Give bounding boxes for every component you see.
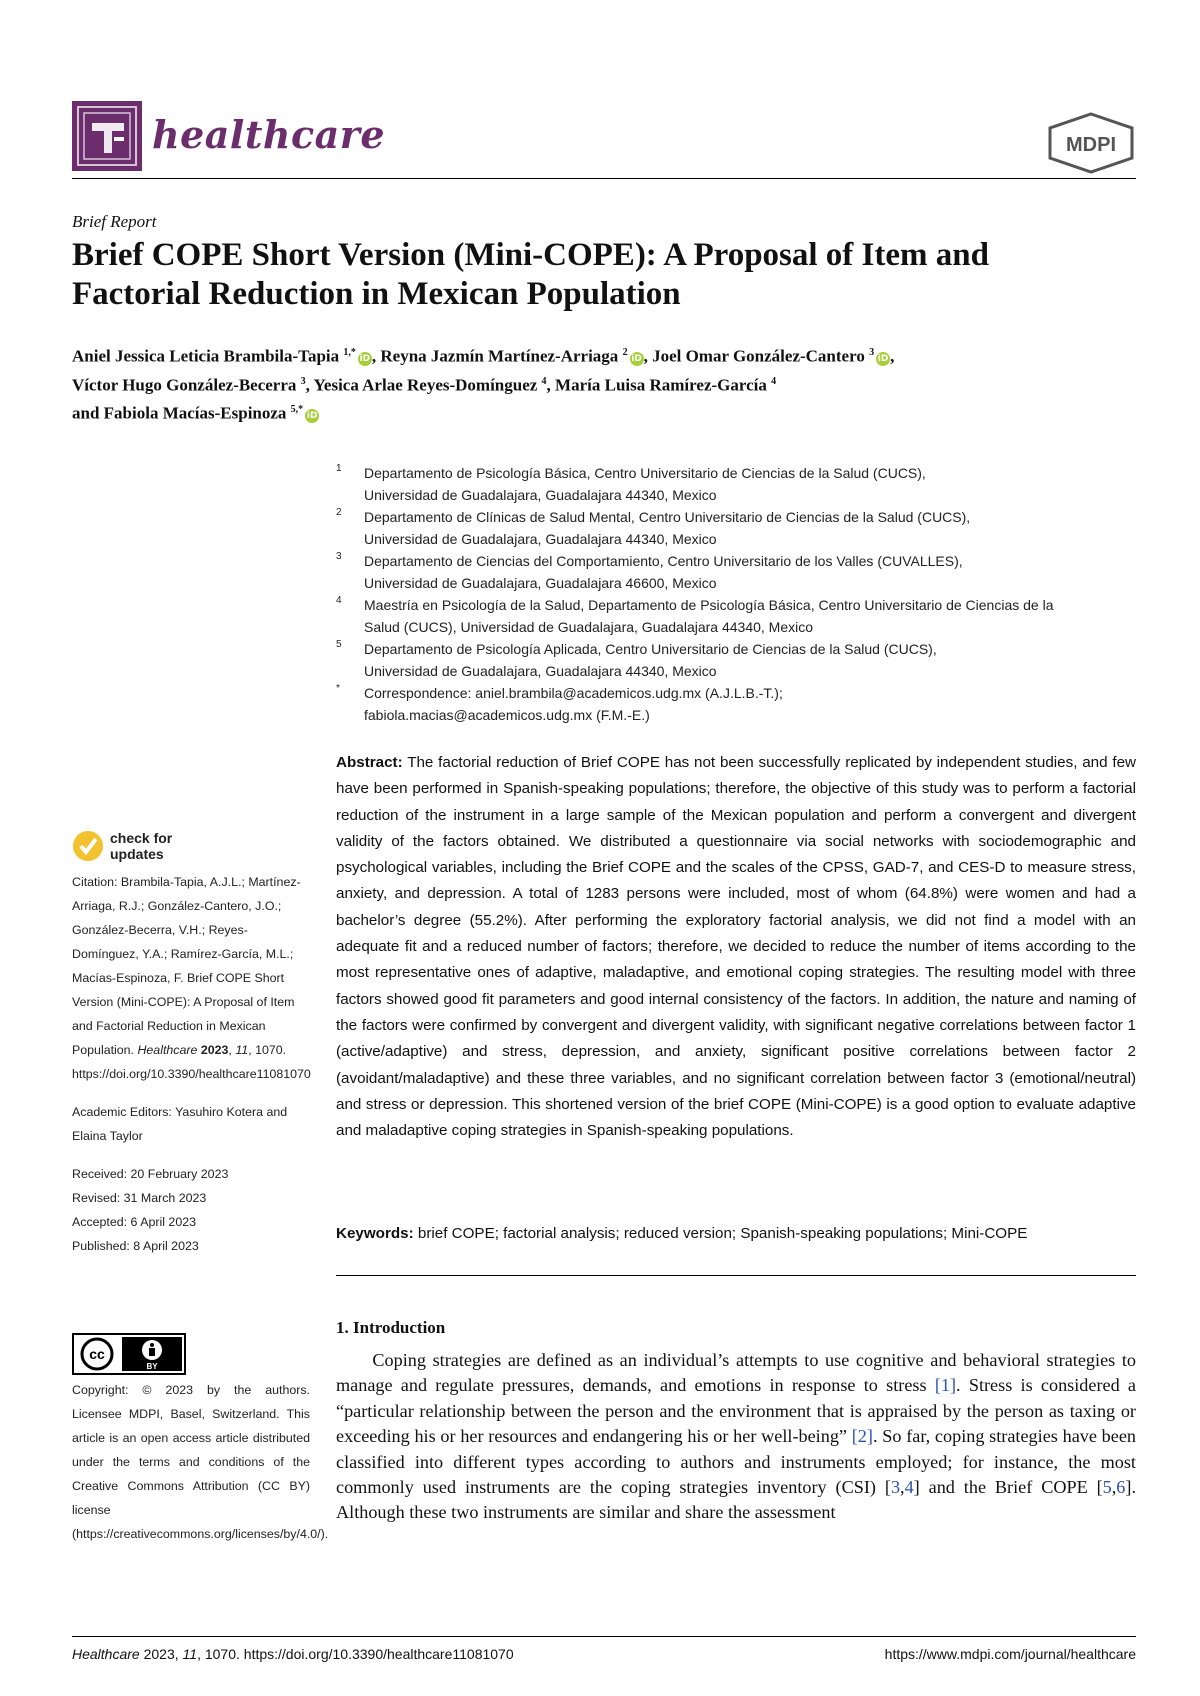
academic-editors (72, 1100, 310, 1148)
footer-volume: 11 (182, 1646, 198, 1662)
affiliation-number: 4 (336, 595, 342, 606)
affiliation-line: Departamento de Psicología Aplicada, Centro Universitario de Ciencias de la Salud (CUCS), (364, 641, 937, 657)
editors-text: Yasuhiro Kotera and Elaina Taylor (72, 1105, 288, 1143)
intro-paragraph (336, 1348, 1136, 1526)
affiliation-number: 1 (336, 463, 342, 474)
affiliation-item (336, 550, 1144, 594)
affiliation-line: Universidad de Guadalajara, Guadalajara 46600, Mexico (364, 575, 717, 591)
orcid-icon[interactable]: iD (306, 410, 318, 421)
affiliation-line: Departamento de Psicología Básica, Centro Universitario de Ciencias de la Salud (CUCS), (364, 465, 926, 481)
intro-text: . Stress is considered a “particular relationship between the person and the environment that is appraised by the person as taxing or exceeding his or her resources and endangering his or her well-being” (336, 1375, 1136, 1447)
author-affiliation-sup: 1,* (343, 347, 356, 358)
citation-label: Citation: (72, 875, 118, 889)
affiliation-item (336, 506, 1144, 550)
footer-year: 2023 (143, 1646, 175, 1662)
affiliation-number: 5 (336, 639, 342, 650)
journal-name: healthcare (152, 112, 385, 157)
published-date: Published: 8 April 2023 (72, 1239, 199, 1253)
citation-text: Brambila-Tapia, A.J.L.; Martínez-Arriaga, R.J.; González-Cantero, J.O.; González-Becerra, V.H.; Reyes-Domínguez, Y.A.; Ramírez-García, M.L.; Macías-Espinoza, F. Brief COPE Short Version (Mini-COPE): A Proposal of Item and Factorial Reduction in Mexican Population. (72, 875, 301, 1057)
author-affiliation-sup: 4 (771, 375, 777, 387)
received-date: Received: 20 February 2023 (72, 1167, 229, 1181)
svg-text:BY: BY (146, 1362, 158, 1371)
author-affiliation-sup: 2 (622, 347, 628, 358)
title-line: Brief COPE Short Version (Mini-COPE): A Proposal of Item and (72, 237, 989, 273)
abstract-label: Abstract: (336, 754, 403, 771)
citation-link[interactable]: 3 (890, 1477, 901, 1498)
keywords (336, 1221, 1136, 1247)
author-name: Reyna Jazmín Martínez-Arriaga (380, 346, 619, 366)
article-title (72, 236, 1152, 314)
affiliation-number: * (336, 683, 340, 694)
footer-journal: Healthcare (72, 1646, 140, 1662)
citation-link[interactable]: 6 (1116, 1477, 1126, 1498)
title-line: Factorial Reduction in Mexican Population (72, 276, 681, 312)
section-heading: 1. Introduction (336, 1318, 446, 1337)
affiliation-number: 3 (336, 551, 342, 562)
affiliation-line: Universidad de Guadalajara, Guadalajara 44340, Mexico (364, 487, 717, 503)
article-type: Brief Report (72, 212, 157, 231)
svg-text:updates: updates (110, 846, 164, 862)
affiliation-item (336, 638, 1144, 682)
svg-text:check for: check for (110, 830, 173, 846)
mdpi-logo-icon (1046, 112, 1136, 174)
author-name: Víctor Hugo González-Becerra (72, 375, 297, 395)
author-name: and Fabiola Macías-Espinoza (72, 403, 287, 423)
citation-link[interactable]: 4 (904, 1477, 914, 1498)
section-divider (336, 1275, 1136, 1276)
publication-dates (72, 1162, 310, 1258)
footer-citation: Healthcare 2023, 11, 1070. https://doi.org/10.3390/healthcare11081070 (72, 1646, 514, 1662)
author-affiliation-sup: 4 (541, 375, 547, 387)
svg-text:cc: cc (89, 1346, 105, 1362)
accepted-date: Accepted: 6 April 2023 (72, 1215, 196, 1229)
abstract (336, 750, 1136, 1144)
copyright-notice: Copyright: © 2023 by the authors. Licensee MDPI, Basel, Switzerland. This article is an open access article distributed under the terms and conditions of the Creative Commons Attribution (CC BY) license (https://creativecommons.org/licenses/by/4.0/). (72, 1383, 329, 1541)
correspondence (336, 682, 1144, 726)
header-divider (72, 178, 1136, 179)
check-for-updates-button[interactable] (72, 826, 192, 866)
footer-divider (72, 1636, 1136, 1637)
citation-volume: 11 (235, 1043, 249, 1057)
intro-text: Coping strategies are defined as an individual’s attempts to use cognitive and behavioral strategies to manage and regulate pressures, demands, and emotions in response to stress (336, 1350, 1136, 1396)
keywords-text: brief COPE; factorial analysis; reduced version; Spanish-speaking populations; Mini-COPE (417, 1225, 1028, 1242)
affiliation-line: Departamento de Clínicas de Salud Mental, Centro Universitario de Ciencias de la Salud (CUCS), (364, 509, 971, 525)
orcid-icon[interactable]: iD (877, 353, 889, 364)
affiliation-line: Universidad de Guadalajara, Guadalajara 44340, Mexico (364, 531, 717, 547)
correspondence-line[interactable]: fabiola.macias@academicos.udg.mx (F.M.-E.) (364, 707, 650, 723)
citation-block: Citation: Brambila-Tapia, A.J.L.; Martínez-Arriaga, R.J.; González-Cantero, J.O.; González-Becerra, V.H.; Reyes-Domínguez, Y.A.; Ramírez-García, M.L.; Macías-Espinoza, F. Brief COPE Short Version (Mini-COPE): A Proposal of Item and Factorial Reduction in Mexican Population. Healthcare 2023, 11, 1070. https://doi.org/10.3390/healthcare11081070 (72, 875, 311, 1081)
citation-link[interactable]: 5 (1102, 1477, 1112, 1498)
author-name: Aniel Jessica Leticia Brambila-Tapia (72, 346, 340, 366)
affiliation-item (336, 462, 1144, 506)
sidebar (72, 870, 310, 1258)
author-affiliation-sup: 5,* (290, 404, 304, 416)
orcid-icon[interactable]: iD (359, 353, 371, 364)
intro-text: ] and the Brief COPE [ (913, 1477, 1103, 1498)
revised-date: Revised: 31 March 2023 (72, 1191, 207, 1205)
affiliations (336, 462, 1144, 726)
footer-doi-link[interactable]: , 1070. https://doi.org/10.3390/healthcare11081070 (197, 1646, 514, 1662)
citation-link[interactable]: [2] (851, 1426, 873, 1447)
intro-text: ]. Although these two instruments are similar and share the assessment (336, 1477, 1136, 1523)
author-affiliation-sup: 3 (869, 347, 875, 358)
author-list: Aniel Jessica Leticia Brambila-Tapia $^{1,*}$iD , Reyna Jazmín Martínez-Arriaga $^2$iD , Joel Omar González-Cantero $^3$iD , Víctor Hugo González-Becerra $^3$, Yesica Arlae Reyes-Domínguez $^4$, María Luisa Ramírez-García $^4$ and Fabiola Macías-Espinoza $^{5,*}$iD (72, 346, 895, 423)
author-name: Joel Omar González-Cantero (652, 346, 865, 366)
intro-text: , (900, 1477, 905, 1498)
affiliation-line: Departamento de Ciencias del Comportamiento, Centro Universitario de los Valles (CUVALLES), (364, 553, 963, 569)
citation-year: 2023 (200, 1043, 229, 1057)
cc-by-license-icon[interactable] (72, 1333, 186, 1375)
affiliation-line: Salud (CUCS), Universidad de Guadalajara, Guadalajara 44340, Mexico (364, 619, 814, 635)
journal-logo-icon (72, 101, 142, 171)
footer-journal-url[interactable]: https://www.mdpi.com/journal/healthcare (884, 1646, 1136, 1662)
abstract-text: The factorial reduction of Brief COPE has not been successfully replicated by independent studies, and few have been performed in Spanish-speaking populations; therefore, the objective of this study was to perform a factorial reduction of the instrument in a large sample of the Mexican population and perform a convergent and divergent validity of the factors obtained. We distributed a questionnaire via social networks with sociodemographic and psychological variables, including the Brief COPE and the scales of the CPSS, GAD-7, and CES-D to measure stress, anxiety, and depression. A total of 1283 persons were included, most of whom (64.8%) were women and had a bachelor’s degree (55.2%). After performing the exploratory factorial analysis, we did not find a model with an adequate fit and a reduced number of factors; therefore, we decided to reduce the number of items according to the most representative ones of adaptive, maladaptive, and emotional coping strategies. The resulting model with three factors showed good fit parameters and good internal consistency of the factors. In addition, the nature and naming of the factors were confirmed by convergent and divergent validity, with significant negative correlations between factor 1 (active/adaptive) and stress, depression, and anxiety, significant positive correlations between factor 2 (avoidant/maladaptive) and these three variables, and no significant correlation between factor 3 (emotional/neutral) and stress or depression. This shortened version of the brief COPE (Mini-COPE) is a good option to evaluate adaptive and maladaptive coping strategies in Spanish-speaking populations. (336, 754, 1136, 1140)
svg-text:MDPI: MDPI (1066, 134, 1116, 156)
orcid-icon[interactable]: iD (631, 353, 642, 364)
intro-text: . So far, coping strategies have been classified into different types according to authors and instruments employed; for instance, the most commonly used instruments are the coping strategies inventory (CSI) [ (336, 1426, 1137, 1498)
intro-text: , (1111, 1477, 1117, 1498)
citation-journal: Healthcare (137, 1043, 198, 1057)
affiliation-line: Maestría en Psicología de la Salud, Departamento de Psicología Básica, Centro Universitario de Ciencias de la (364, 597, 1054, 613)
citation-link[interactable]: [1] (934, 1375, 957, 1396)
affiliation-item (336, 594, 1144, 638)
affiliation-line: Universidad de Guadalajara, Guadalajara 44340, Mexico (364, 663, 717, 679)
keywords-label: Keywords: (336, 1225, 414, 1242)
editors-label: Academic Editors: (72, 1105, 172, 1119)
author-name: María Luisa Ramírez-García (555, 375, 767, 395)
correspondence-line[interactable]: Correspondence: aniel.brambila@academicos.udg.mx (A.J.L.B.-T.); (364, 685, 783, 701)
citation-doi-link[interactable]: , 1070. https://doi.org/10.3390/healthcare11081070 (72, 1043, 311, 1081)
author-name: Yesica Arlae Reyes-Domínguez (313, 375, 538, 395)
author-affiliation-sup: 3 (300, 375, 306, 387)
affiliation-number: 2 (336, 507, 342, 518)
